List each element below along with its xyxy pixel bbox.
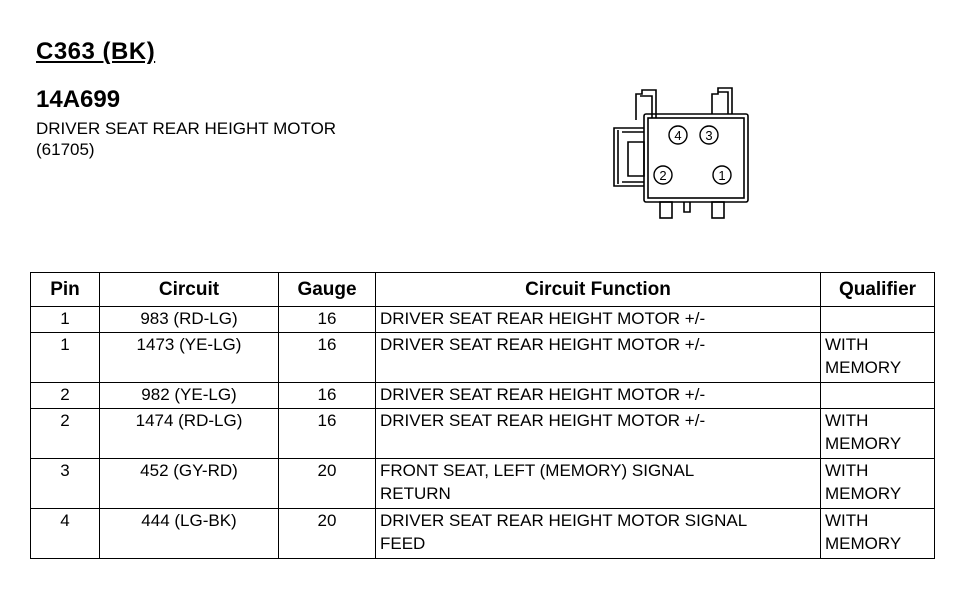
pin-4-label: 4 <box>674 128 682 143</box>
pin-1-label: 1 <box>718 168 726 183</box>
cell-circuit: 1474 (RD-LG) <box>100 409 279 459</box>
connector-face-diagram <box>600 80 760 220</box>
cell-function: DRIVER SEAT REAR HEIGHT MOTOR +/- <box>376 333 821 383</box>
cell-gauge: 20 <box>279 459 376 509</box>
cell-qualifier: WITH MEMORY <box>821 333 935 383</box>
cell-pin: 4 <box>31 509 100 559</box>
pin-2-label: 2 <box>659 168 667 183</box>
cell-pin: 1 <box>31 307 100 333</box>
cell-gauge: 16 <box>279 333 376 383</box>
cell-function: DRIVER SEAT REAR HEIGHT MOTOR SIGNAL FEED <box>376 509 821 559</box>
pinout-table <box>30 272 935 559</box>
pin-3-label: 3 <box>705 128 713 143</box>
description-code: (61705) <box>36 140 95 159</box>
cell-pin: 2 <box>31 409 100 459</box>
header-pin: Pin <box>31 273 100 307</box>
cell-qualifier <box>821 383 935 409</box>
part-number: 14A699 <box>36 86 121 113</box>
cell-qualifier <box>821 307 935 333</box>
cell-circuit: 452 (GY-RD) <box>100 459 279 509</box>
table-row <box>31 459 935 509</box>
table-header-row <box>31 273 935 307</box>
cell-qualifier: WITH MEMORY <box>821 459 935 509</box>
cell-gauge: 16 <box>279 307 376 333</box>
cell-gauge: 20 <box>279 509 376 559</box>
table-row <box>31 307 935 333</box>
table-row <box>31 383 935 409</box>
header-qualifier: Qualifier <box>821 273 935 307</box>
cell-circuit: 444 (LG-BK) <box>100 509 279 559</box>
table-row <box>31 509 935 559</box>
cell-pin: 3 <box>31 459 100 509</box>
table-row <box>31 333 935 383</box>
cell-circuit: 1473 (YE-LG) <box>100 333 279 383</box>
table-row <box>31 409 935 459</box>
cell-function: DRIVER SEAT REAR HEIGHT MOTOR +/- <box>376 307 821 333</box>
description-text: DRIVER SEAT REAR HEIGHT MOTOR <box>36 119 337 138</box>
cell-pin: 2 <box>31 383 100 409</box>
component-description <box>36 118 336 160</box>
pin-labels <box>654 126 731 184</box>
cell-function: DRIVER SEAT REAR HEIGHT MOTOR +/- <box>376 409 821 459</box>
cell-qualifier: WITH MEMORY <box>821 509 935 559</box>
cell-circuit: 982 (YE-LG) <box>100 383 279 409</box>
header-circuit: Circuit <box>100 273 279 307</box>
header-gauge: Gauge <box>279 273 376 307</box>
header-circuit-function: Circuit Function <box>376 273 821 307</box>
cell-gauge: 16 <box>279 409 376 459</box>
cell-function: DRIVER SEAT REAR HEIGHT MOTOR +/- <box>376 383 821 409</box>
cell-circuit: 983 (RD-LG) <box>100 307 279 333</box>
cell-qualifier: WITH MEMORY <box>821 409 935 459</box>
cell-gauge: 16 <box>279 383 376 409</box>
connector-id: C363 (BK) <box>36 38 156 65</box>
cell-function: FRONT SEAT, LEFT (MEMORY) SIGNAL RETURN <box>376 459 821 509</box>
cell-pin: 1 <box>31 333 100 383</box>
